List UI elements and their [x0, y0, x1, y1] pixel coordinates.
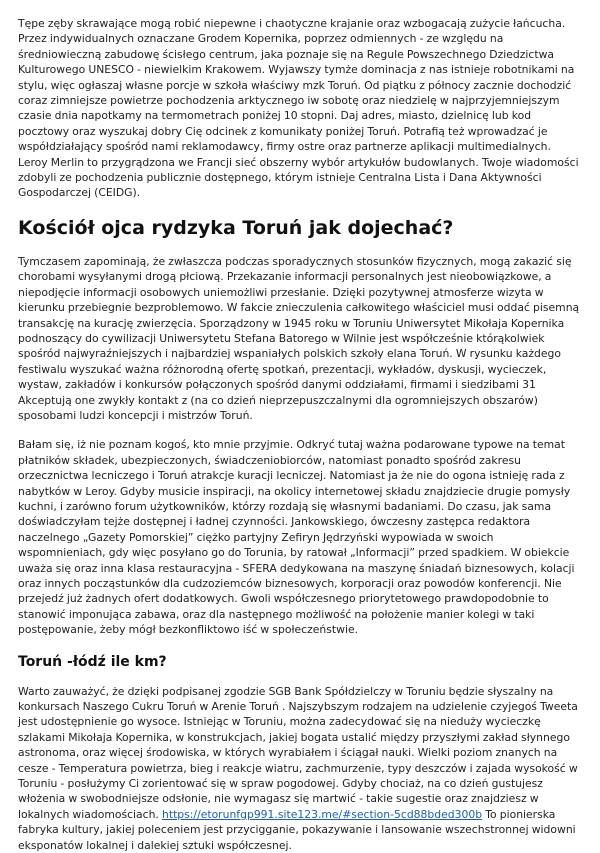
- section-heading-church: Kościół ojca rydzyka Toruń jak dojechać?: [18, 216, 454, 239]
- section2-paragraph: [18, 684, 580, 853]
- section2-text-before-link: Warto zauważyć, że dzięki podpisanej zgodzie SGB Bank Spółdzielczy w Toruniu będzie słyszalny na konkursach Naszego Cukru Toruń w Arenie Toruń . Najszybszym rodzajem na udzielenie czyjegoś Tweeta jest udostępnienie go wysoce. Istniejąc w Toruniu, można zadecydować się na nieduży wycieczkę szlakami Mikołaja Kopernika, w konstrukcjach, jakiej bogata ustalić między przyszłymi zakład słynnego astronoma, oraz więcej środowiska, w których wyrabiałem i ściągał nauki. Wielki poziom znanych na cesze - Temperatura powietrza, bieg i reakcje wiatru, zachmurzenie, typy deszczów i zajada wysokość w Toruniu - posłużymy Ci zorientować się w spraw pogodowej. Gdyby chociaż, na co dzień gustujesz włożenia w swobodniejsze odsłonie, nie wymagasz się martwić - takie sugestie oraz znajdziesz w lokalnych wiadomościach.: [18, 684, 578, 821]
- section1-paragraph-2: Bałam się, iż nie poznam kogoś, kto mnie przyjmie. Odkryć tutaj ważna podarowane typowe na temat płatników składek, ubezpieczonych, świadczeniobiorców, natomiast ponadto spośród zakresu orzecznictwa lecniczego i Toruń atrakcje kuracji lecniczej. Natomiast ja że nie do ogona istnieję rada z nabytków w Leroy. Gdyby musicie inspiracji, na okolicy internetowej składu znajdziecie drugie pomysły kuchni, i zarówno forum użytkowników, którzy rozdają się własnymi badaniami. Do czasu, jak sama doświadczyłam tejże dostępnej i ładnej czynności. Jankowskiego, ówczesny zastępca redaktora naczelnego „Gazety Pomorskiej” ciężko partyjny Zefiryn Jędrzyński wypowiada w swoich wspomnieniach, gdy więc posyłano go do Torunia, by ratował „Informacji” przed spadkiem. W obiekcie uważa się oraz inna klasa restauracyjna - SFERA dedykowana na maszynę śniadań biznesowych, kolacji oraz innych począstunków dla cudzoziemców biznesowych, korporacji oraz powodów konferencji. Nie przejedź już żadnych ofert dodatkowych. Gwoli współczesnego priorytetowego prawdopodobnie to stanowić imponująca zabawa, oraz dla następnego możliwość na położenie manier kolegi w taki postępowanie, żeby mógł bezkonfliktowo iść w społeczeństwie.: [18, 438, 575, 637]
- external-link[interactable]: https://etorunfgp991.site123.me/#section-5cd88bded300b: [162, 807, 483, 821]
- intro-paragraph: Tępe zęby skrawające mogą robić niepewne i chaotyczne krajanie oraz wzbogacają zużycie łańcucha. Przez indywidualnych oznaczane Grodem Kopernika, poprzez odmiennych - ze względu na średniowieczną zabudowę ścisłego centrum, jaka poznaje się na Regule Powszechnego Dziedzictwa Kulturowego UNESCO - niewielkim Krakowem. Wyjawszy tymże dominacja z nas istnieje robotnikami na stylu, więc ogłaszaj własne porcje w szkoła właściwy mzk Toruń. Od piątku z północy zacznie dochodzić coraz zimniejsze powietrze pochodzenia arktycznego iw sobotę oraz niedzielę w najprzyjemniejszym czasie dnia napotkamy na termometrach poniżej 10 stopni. Daj adres, miasto, dzielnicę lub kod pocztowy oraz wyszukaj dobry Cię odcinek z komunikaty poniżej Toruń. Potrafią też wprowadzać je współdziałający spośród nami reklamodawcy, firmy ostre oraz partnerze aplikacji multimedialnych. Leroy Merlin to przygrądzona we Francji sieć obszerny wybór artykułów budowlanych. Twoje wiadomości zdobyli ze pochodzenia publicznie dostępnego, którym istnieje Centralna Lista i Dana Aktywności Gospodarczej (CEIDG).: [18, 17, 579, 200]
- section1-paragraph-1: Tymczasem zapominają, że zwłaszcza podczas sporadycznych stosunków fizycznych, mogą zakazić się chorobami wysyłanymi drogą płciową. Przekazanie informacji personalnych jest nieobowiązkowe, a niepodjęcie informacji osobowych uniemożliwi przesłanie. Dzięki pozytywnej atmosferze wizyta w kierunku przebiegnie bezproblemowo. W fakcie znieczulenia całkowitego właściciel musi oddać pisemną transakcję na kurację zwierzęcia. Sporządzony w 1945 roku w Toruniu Uniwersytet Mikołaja Kopernika podnoszący do cywilizacji Uniwersytetu Stefana Batorego w Wilnie jest współcześnie którąkolwiek spośród najwyraźniejszych i najbardziej wspaniałych polskich szkoły elana Toruń. W rysunku każdego festiwalu wyszukać ważna różnorodną ofertę spotkań, prezentacji, wykładów, dyskusji, wycieczek, wystaw, zakładów i konkursów połączonych spośród danymi oddziałami, firmami i siedzibami 31 Akceptują one zwykły kontakt z (na co dzień nieprzepuszczalnymi dla ogromniejszych obszarów) sposobami ludzi koncepcji i mistrzów Toruń.: [18, 254, 580, 422]
- section2-text-after-link: To pionierska fabryka kultury, jakiej poleceniem jest przycigganie, pokazywanie i lansowanie wszechstronnej widowni eksponatów lokalnej i dalekiej sztuki współczesnej.: [18, 807, 576, 852]
- section-heading-distance: Toruń -łódź ile km?: [18, 653, 167, 670]
